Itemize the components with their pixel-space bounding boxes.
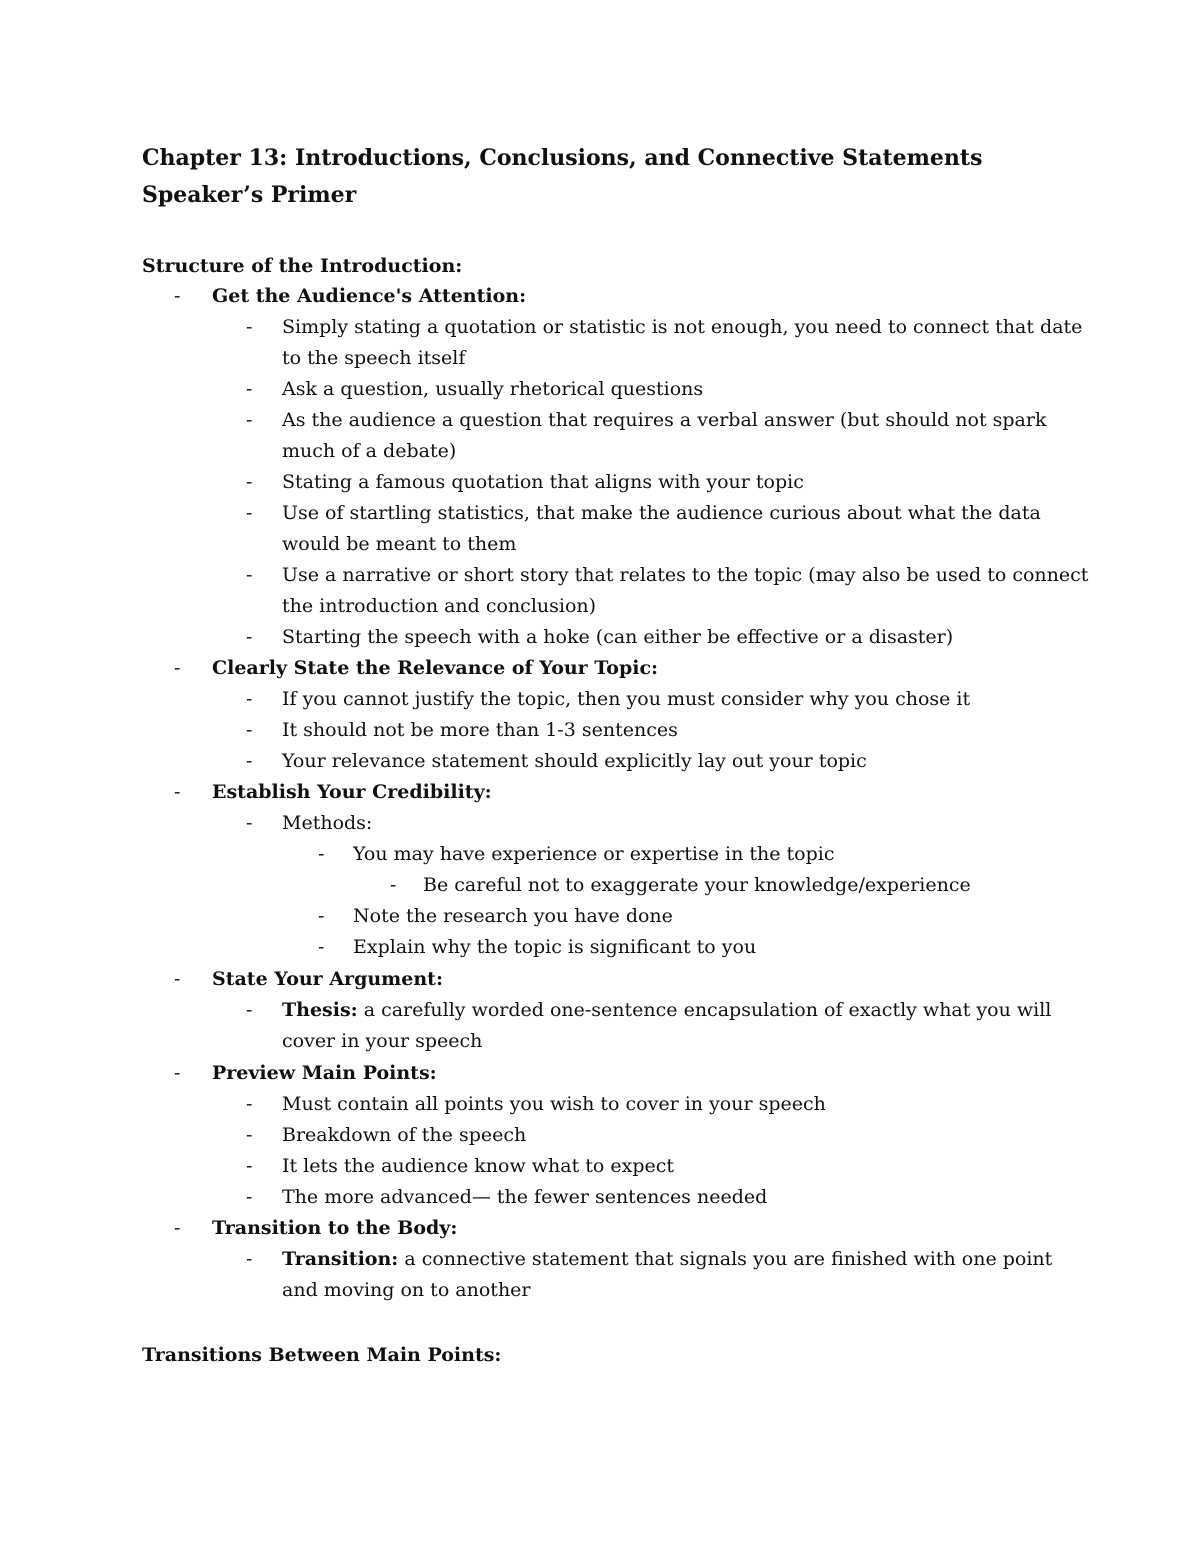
list-item-text: It should not be more than 1-3 sentences (282, 719, 678, 741)
term-thesis: Thesis: (282, 999, 358, 1021)
document-subtitle: Speaker’s Primer (142, 182, 357, 208)
dash-bullet: - (246, 750, 253, 772)
dash-bullet: - (246, 719, 253, 741)
list-item-text: It lets the audience know what to expect (282, 1155, 675, 1177)
list-item-text: cover in your speech (282, 1030, 483, 1052)
dash-bullet: - (246, 812, 253, 834)
list-item-text: Ask a question, usually rhetorical questions (282, 378, 704, 400)
list-heading: Clearly State the Relevance of Your Topic: (212, 657, 659, 679)
list-item-text: and moving on to another (282, 1279, 531, 1301)
dash-bullet: - (246, 1093, 253, 1115)
list-item-text: to the speech itself (282, 347, 466, 369)
dash-bullet: - (174, 781, 181, 803)
list-item-text: would be meant to them (282, 533, 517, 555)
list-item-text: You may have experience or expertise in the topic (353, 843, 835, 865)
list-item-text: Simply stating a quotation or statistic is not enough, you need to connect that date (282, 316, 1083, 338)
list-item-text: Explain why the topic is significant to you (353, 936, 757, 958)
list-heading: Get the Audience's Attention: (212, 285, 527, 307)
list-heading: State Your Argument: (212, 968, 443, 990)
term-transition: Transition: (282, 1248, 399, 1270)
dash-bullet: - (246, 502, 253, 524)
list-item-text: Starting the speech with a hoke (can either be effective or a disaster) (282, 626, 954, 648)
list-item-text: Be careful not to exaggerate your knowledge/experience (423, 874, 971, 896)
dash-bullet: - (246, 1124, 253, 1146)
list-item-text (282, 995, 1051, 1026)
dash-bullet: - (174, 1062, 181, 1084)
dash-bullet: - (174, 968, 181, 990)
list-item-text: Use of startling statistics, that make the audience curious about what the data (282, 502, 1041, 524)
list-item-text: Methods: (282, 812, 373, 834)
dash-bullet: - (246, 316, 253, 338)
document-title: Chapter 13: Introductions, Conclusions, and Connective Statements (142, 145, 983, 171)
list-item-text (282, 1244, 1052, 1275)
dash-bullet: - (246, 1155, 253, 1177)
list-item-text: the introduction and conclusion) (282, 595, 597, 617)
list-heading: Establish Your Credibility: (212, 781, 492, 803)
list-item-text: Stating a famous quotation that aligns with your topic (282, 471, 804, 493)
dash-bullet: - (246, 999, 253, 1021)
list-item-text: Must contain all points you wish to cover in your speech (282, 1093, 826, 1115)
dash-bullet: - (318, 843, 325, 865)
dash-bullet: - (246, 471, 253, 493)
dash-bullet: - (174, 285, 181, 307)
list-item-text: much of a debate) (282, 440, 457, 462)
definition-text: a carefully worded one-sentence encapsulation of exactly what you will (357, 999, 1052, 1021)
list-heading: Preview Main Points: (212, 1062, 437, 1084)
dash-bullet: - (318, 905, 325, 927)
dash-bullet: - (246, 1248, 253, 1270)
dash-bullet: - (246, 564, 253, 586)
list-item-text: Use a narrative or short story that relates to the topic (may also be used to connect (282, 564, 1089, 586)
list-heading: Transition to the Body: (212, 1217, 458, 1239)
dash-bullet: - (390, 874, 397, 896)
list-item-text: Breakdown of the speech (282, 1124, 527, 1146)
list-item-text: If you cannot justify the topic, then you must consider why you chose it (282, 688, 971, 710)
dash-bullet: - (246, 1186, 253, 1208)
definition-text: a connective statement that signals you are finished with one point (398, 1248, 1053, 1270)
section-heading-introduction: Structure of the Introduction: (142, 255, 463, 277)
list-item-text: As the audience a question that requires a verbal answer (but should not spark (282, 409, 1047, 431)
dash-bullet: - (174, 657, 181, 679)
dash-bullet: - (246, 378, 253, 400)
dash-bullet: - (246, 688, 253, 710)
list-item-text: Your relevance statement should explicitly lay out your topic (282, 750, 867, 772)
dash-bullet: - (318, 936, 325, 958)
dash-bullet: - (246, 409, 253, 431)
list-item-text: The more advanced— the fewer sentences needed (282, 1186, 768, 1208)
list-item-text: Note the research you have done (353, 905, 673, 927)
dash-bullet: - (246, 626, 253, 648)
section-heading-transitions: Transitions Between Main Points: (142, 1344, 502, 1366)
dash-bullet: - (174, 1217, 181, 1239)
